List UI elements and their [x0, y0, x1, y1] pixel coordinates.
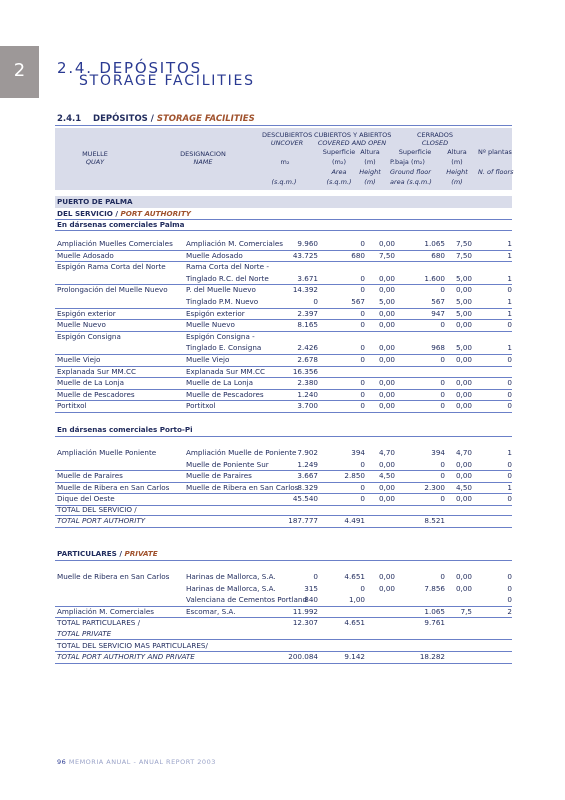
cell-uncover: 3.671 [297, 273, 318, 283]
cell-covered-area: 0 [360, 494, 365, 504]
cell-covered-height: 0,00 [378, 320, 395, 330]
cell-covered-height: 0,00 [378, 355, 395, 364]
total-servicio-en: TOTAL PORT AUTHORITY [57, 516, 146, 525]
total-all-uncover: 200.084 [288, 652, 318, 661]
cell-floors: 1 [507, 482, 512, 492]
cell-uncover: 3.667 [297, 471, 318, 481]
cell-covered-height: 0,00 [378, 378, 395, 388]
section-rule [55, 125, 512, 126]
cell-uncover: 3.700 [297, 401, 318, 411]
cell-uncover: 7.902 [297, 448, 318, 457]
cell-covered-area: 394 [351, 448, 365, 457]
cell-quay: Ampliación Muelle Poniente [57, 448, 157, 457]
cell-covered-area: 0 [360, 355, 365, 364]
cell-closed-height: 0,00 [455, 401, 472, 411]
cell-quay: Ampliación M. Comerciales [57, 606, 154, 616]
cell-covered-height: 0,00 [378, 308, 395, 318]
cell-covered-area: 1,00 [348, 595, 365, 605]
cell-floors: 0 [507, 401, 512, 411]
cell-closed-height: 7,50 [455, 250, 472, 260]
cell-floors: 0 [507, 320, 512, 330]
col-quay-en: QUAY [85, 158, 105, 166]
col-m2-2: (m₂) [331, 158, 346, 166]
cell-closed-height: 7,5 [460, 606, 472, 616]
cell-closed-area: 0 [440, 494, 445, 504]
cell-uncover: 16.356 [292, 366, 318, 376]
cell-covered-area: 680 [351, 250, 365, 260]
cell-uncover: 1.249 [297, 459, 318, 469]
rule-total-all [55, 663, 512, 664]
cell-uncover: 0 [313, 297, 318, 306]
cell-name: Ampliación Muelle de Poniente [186, 448, 297, 457]
cell-covered-height: 0,00 [378, 482, 395, 492]
cell-closed-area: 0 [440, 355, 445, 364]
cell-name: Muelle Adosado [186, 250, 243, 260]
cell-name: Muelle Nuevo [186, 320, 235, 330]
group-servicio: DEL SERVICIO / PORT AUTHORITY [57, 209, 191, 218]
page-number: 96 [57, 758, 67, 766]
col-plantas: Nº plantas [478, 148, 512, 156]
col-uncover-en: UNCOVER [270, 139, 304, 147]
cell-floors: 0 [507, 595, 512, 605]
cell-covered-area: 0 [360, 343, 365, 353]
cell-covered-area: 0 [360, 378, 365, 388]
cell-name: Portitxol [186, 401, 216, 411]
cell-floors: 0 [507, 583, 512, 593]
cell-closed-area: 0 [440, 320, 445, 330]
total-private-en: TOTAL PRIVATE [57, 629, 112, 638]
col-sup-pbaja: Superficie [398, 148, 432, 156]
cell-closed-height: 5,00 [455, 308, 472, 318]
cell-closed-height: 5,00 [455, 297, 472, 306]
cell-closed-height: 4,50 [455, 482, 472, 492]
rule-total-servicio [55, 527, 512, 528]
total-all-closed: 18.282 [419, 652, 445, 661]
cell-name: Rama Corta del Norte - [186, 262, 269, 272]
footer-text: MEMORIA ANUAL - ANUAL REPORT 2003 [68, 758, 216, 766]
section-title-es: DEPÓSITOS [93, 114, 148, 124]
cell-name: Espigón Consigna - [186, 331, 255, 341]
group-puerto: PUERTO DE PALMA [57, 197, 133, 206]
cell-floors: 1 [507, 239, 512, 248]
cell-uncover: 14.392 [292, 285, 318, 295]
group-servicio-es: DEL SERVICIO [57, 209, 113, 218]
cell-quay: Muelle Viejo [57, 355, 101, 364]
cell-closed-area: 0 [440, 378, 445, 388]
total-all-covered: 9.142 [344, 652, 365, 661]
cell-closed-area: 1.600 [424, 273, 445, 283]
cell-uncover: 2.678 [297, 355, 318, 364]
cell-covered-height: 7,50 [378, 250, 395, 260]
cell-covered-area: 0 [360, 583, 365, 593]
rule-total-servicio-mid [55, 515, 512, 516]
cell-floors: 1 [507, 308, 512, 318]
cell-floors: 1 [507, 448, 512, 457]
cell-covered-area: 0 [360, 308, 365, 318]
total-all-en: TOTAL PORT AUTHORITY AND PRIVATE [57, 652, 195, 661]
cell-closed-area: 0 [440, 572, 445, 581]
cell-uncover: 2.426 [297, 343, 318, 353]
cell-floors: 0 [507, 378, 512, 388]
cell-closed-height: 5,00 [455, 273, 472, 283]
page-subtitle: STORAGE FACILITIES [79, 73, 255, 89]
cell-uncover: 11.992 [292, 606, 318, 616]
cell-closed-area: 968 [431, 343, 445, 353]
cell-closed-height: 5,00 [455, 343, 472, 353]
cell-floors: 1 [507, 273, 512, 283]
group-servicio-en: PORT AUTHORITY [120, 209, 191, 218]
section-number: 2.4.1 [57, 114, 82, 124]
page-footer [57, 758, 216, 766]
cell-quay: Explanada Sur MM.CC [57, 366, 137, 376]
cell-covered-height: 0,00 [378, 401, 395, 411]
cell-floors: 0 [507, 494, 512, 504]
cell-name: Explanada Sur MM.CC [186, 366, 266, 376]
cell-floors: 2 [507, 606, 512, 616]
group-palma: En dársenas comerciales Palma [57, 220, 185, 229]
cell-covered-height: 0,00 [378, 583, 395, 593]
col-quay-es: MUELLE [82, 150, 108, 158]
cell-closed-height: 0,00 [455, 459, 472, 469]
cell-name: Tinglado R.C. del Norte [186, 273, 269, 283]
col-pbaja: P.baja (m₂) [390, 158, 425, 166]
cell-quay: Prolongación del Muelle Nuevo [57, 285, 168, 295]
cell-covered-area: 0 [360, 459, 365, 469]
cell-closed-height: 0,00 [455, 583, 472, 593]
cell-floors: 0 [507, 285, 512, 295]
cell-covered-area: 0 [360, 239, 365, 248]
cell-quay: Muelle de Ribera en San Carlos [57, 572, 170, 581]
cell-floors: 0 [507, 471, 512, 481]
cell-closed-height: 0,00 [455, 389, 472, 399]
cell-uncover: 2.380 [297, 378, 318, 388]
cell-quay: Muelle de Pescadores [57, 389, 135, 399]
cell-covered-height: 0,00 [378, 343, 395, 353]
cell-name: Escomar, S.A. [186, 606, 236, 616]
cell-covered-height: 4,50 [378, 471, 395, 481]
col-m-2: (m) [451, 158, 463, 166]
cell-quay: Espigón Consigna [57, 331, 121, 341]
cell-quay: Muelle de Ribera en San Carlos [57, 482, 170, 492]
cell-closed-area: 0 [440, 285, 445, 295]
cell-covered-area: 0 [360, 389, 365, 399]
cell-name: Muelle de La Lonja [186, 378, 254, 388]
group-particulares: PARTICULARES / PRIVATE [57, 549, 158, 558]
cell-name: Tinglado P.M. Nuevo [186, 297, 259, 306]
total-servicio-closed: 8.521 [424, 516, 445, 525]
cell-closed-area: 0 [440, 459, 445, 469]
total-servicio-covered: 4.491 [344, 516, 365, 525]
cell-uncover: 8.165 [297, 320, 318, 330]
cell-covered-height: 0,00 [378, 459, 395, 469]
cell-uncover: 45.540 [292, 494, 318, 504]
cell-quay: Muelle de La Lonja [57, 378, 125, 388]
total-all-es: TOTAL DEL SERVICIO MAS PARTICULARES/ [57, 641, 208, 650]
cell-quay: Ampliación Muelles Comerciales [57, 239, 173, 248]
cell-closed-area: 567 [431, 297, 445, 306]
cell-quay: Espigón Rama Corta del Norte [57, 262, 166, 272]
col-altura-2: Altura [447, 148, 467, 156]
col-closed-en: CLOSED [421, 139, 449, 147]
cell-covered-height: 0,00 [378, 389, 395, 399]
col-height-2: Height [446, 168, 468, 176]
cell-closed-area: 394 [431, 448, 445, 457]
cell-closed-area: 947 [431, 308, 445, 318]
cell-floors: 1 [507, 297, 512, 306]
row-rule [55, 412, 512, 413]
col-sqm-1: (s.q.m.) [271, 178, 297, 186]
total-private-es: TOTAL PARTICULARES / [57, 618, 141, 627]
cell-floors: 1 [507, 343, 512, 353]
cell-covered-area: 0 [360, 320, 365, 330]
cell-covered-height: 0,00 [378, 494, 395, 504]
cell-covered-area: 0 [360, 401, 365, 411]
col-covered-en: COVERED AND OPEN [317, 139, 387, 147]
cell-name: Espigón exterior [186, 308, 245, 318]
cell-closed-area: 1.065 [424, 239, 445, 248]
cell-quay: Muelle de Paraires [57, 471, 123, 481]
rule-palma [55, 230, 512, 231]
cell-covered-height: 5,00 [378, 297, 395, 306]
cell-covered-height: 0,00 [378, 239, 395, 248]
cell-name: Muelle de Paraires [186, 471, 252, 481]
cell-covered-area: 0 [360, 273, 365, 283]
cell-covered-area: 567 [351, 297, 365, 306]
page-title: 2.4. DEPÓSITOS [57, 59, 202, 77]
cell-closed-area: 680 [431, 250, 445, 260]
cell-closed-area: 0 [440, 471, 445, 481]
col-uncover-es: DESCUBIERTOS [262, 131, 313, 139]
cell-quay: Espigón exterior [57, 308, 116, 318]
cell-floors: 0 [507, 572, 512, 581]
cell-name: Tinglado E. Consigna [186, 343, 262, 353]
col-name-es: DESIGNACION [180, 150, 226, 158]
cell-name: P. del Muelle Nuevo [186, 285, 256, 295]
cell-uncover: 315 [304, 583, 318, 593]
rule-portopi [55, 436, 512, 437]
cell-closed-height: 0,00 [455, 378, 472, 388]
col-name-en: NAME [193, 158, 213, 166]
cell-covered-area: 0 [360, 482, 365, 492]
cell-closed-height: 0,00 [455, 320, 472, 330]
col-m2: m₂ [280, 158, 290, 166]
cell-quay: Muelle Nuevo [57, 320, 106, 330]
cell-name: Harinas de Mallorca, S.A. [186, 572, 276, 581]
cell-name: Muelle de Ribera en San Carlos [186, 482, 299, 492]
cell-uncover: 43.725 [292, 250, 318, 260]
chapter-number: 2 [13, 60, 26, 81]
cell-closed-area: 7.856 [424, 583, 445, 593]
cell-closed-height: 7,50 [455, 239, 472, 248]
total-servicio-es: TOTAL DEL SERVICIO / [57, 505, 137, 514]
cell-closed-area: 0 [440, 401, 445, 411]
cell-covered-height: 0,00 [378, 572, 395, 581]
group-portopi: En dársenas comerciales Porto-Pi [57, 425, 193, 434]
cell-covered-area: 0 [360, 285, 365, 295]
cell-floors: 1 [507, 250, 512, 260]
col-sqm-3: area (s.q.m.) [390, 178, 432, 186]
cell-covered-area: 2.850 [344, 471, 365, 481]
rule-total-private [55, 639, 512, 640]
cell-uncover: 0 [313, 572, 318, 581]
cell-covered-height: 0,00 [378, 273, 395, 283]
cell-name: Ampliación M. Comerciales [186, 239, 283, 248]
col-superficie: Superficie [322, 148, 356, 156]
col-area: Area [331, 168, 347, 176]
col-covered-es: CUBIERTOS Y ABIERTOS [314, 131, 392, 139]
total-private-covered: 4.651 [344, 618, 365, 627]
cell-closed-height: 0,00 [455, 494, 472, 504]
cell-closed-height: 0,00 [455, 285, 472, 295]
cell-name: Muelle Viejo [186, 355, 230, 364]
section-title-en: STORAGE FACILITIES [156, 114, 255, 124]
cell-floors: 0 [507, 389, 512, 399]
cell-closed-area: 1.065 [424, 606, 445, 616]
cell-closed-height: 0,00 [455, 572, 472, 581]
rule-particulares [55, 560, 512, 561]
cell-closed-height: 4,70 [455, 448, 472, 457]
col-hm-1: (m) [364, 178, 376, 186]
cell-name: Harinas de Mallorca, S.A. [186, 583, 276, 593]
cell-covered-height: 4,70 [378, 448, 395, 457]
col-closed-es: CERRADOS [416, 131, 454, 139]
cell-quay: Muelle Adosado [57, 250, 114, 260]
col-m-1: (m) [364, 158, 376, 166]
cell-covered-height: 0,00 [378, 285, 395, 295]
cell-uncover: 8.329 [297, 482, 318, 492]
col-ground-floor: Ground floor [390, 168, 431, 176]
cell-closed-height: 0,00 [455, 355, 472, 364]
section-title [57, 114, 255, 124]
group-particulares-en: PRIVATE [124, 549, 158, 558]
group-particulares-es: PARTICULARES [57, 549, 117, 558]
col-sqm-2: (s.q.m.) [326, 178, 352, 186]
cell-name: Muelle de Poniente Sur [186, 459, 269, 469]
cell-uncover: 1.240 [297, 389, 318, 399]
rule-total-all-mid [55, 651, 512, 652]
total-servicio-uncover: 187.777 [288, 516, 318, 525]
section-sep: / [147, 114, 157, 124]
cell-floors: 0 [507, 355, 512, 364]
col-height-1: Height [359, 168, 381, 176]
cell-quay: Portitxol [57, 401, 87, 411]
cell-uncover: 840 [304, 595, 318, 605]
cell-covered-area: 4.651 [344, 572, 365, 581]
cell-closed-area: 2.300 [424, 482, 445, 492]
total-private-closed: 9.761 [424, 618, 445, 627]
cell-uncover: 2.397 [297, 308, 318, 318]
cell-closed-height: 0,00 [455, 471, 472, 481]
cell-uncover: 9.960 [297, 239, 318, 248]
cell-floors: 0 [507, 459, 512, 469]
col-altura-1: Altura [360, 148, 380, 156]
total-private-uncover: 12.307 [292, 618, 318, 627]
col-floors: N. of floors [478, 168, 514, 176]
cell-quay: Dique del Oeste [57, 494, 115, 504]
cell-closed-area: 0 [440, 389, 445, 399]
col-hm-2: (m) [451, 178, 463, 186]
cell-name: Valenciana de Cementos Portland [186, 595, 308, 605]
cell-name: Muelle de Pescadores [186, 389, 264, 399]
